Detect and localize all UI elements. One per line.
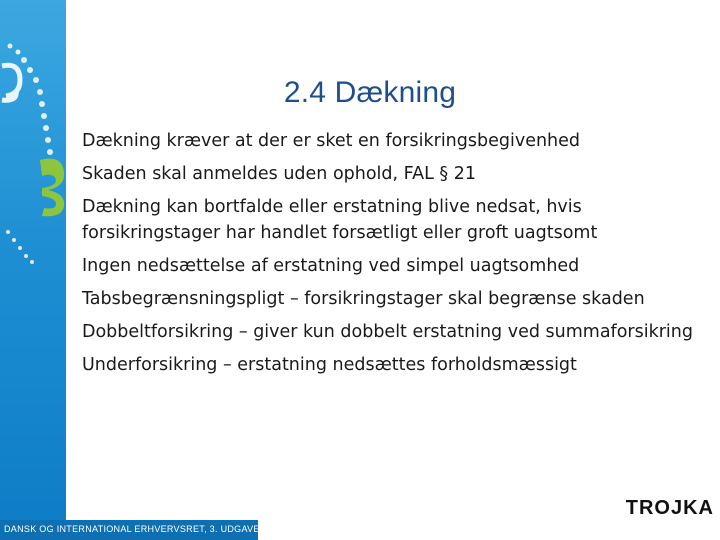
bullet-item: Tabsbegrænsningspligt – forsikringstager skal begrænse skaden	[82, 289, 645, 309]
bullet-item: Skaden skal anmeldes uden ophold, FAL § 21	[82, 164, 476, 184]
bullet-item: Underforsikring – erstatning nedsættes forholdsmæssigt	[82, 355, 577, 375]
decorative-swirl-graphic	[0, 0, 66, 540]
bullet-item: Ingen nedsættelse af erstatning ved simpel uagtsomhed	[82, 256, 580, 276]
slide-title: 2.4 Dækning	[283, 76, 457, 109]
decorative-sidebar	[0, 0, 66, 540]
bullet-list	[82, 128, 702, 385]
bullet-item: Dækning kan bortfalde eller erstatning blive nedsat, hvis forsikringstager har handlet forsætligt eller groft uagtsomt	[82, 197, 598, 243]
publisher-logo: TROJKA	[625, 497, 714, 519]
bullet-item: Dækning kræver at der er sket en forsikringsbegivenhed	[82, 131, 581, 151]
footer-book-title: DANSK OG INTERNATIONAL ERHVERVSRET, 3. UDGAVE	[4, 524, 260, 534]
bullet-item: Dobbeltforsikring – giver kun dobbelt erstatning ved summaforsikring	[82, 322, 693, 342]
